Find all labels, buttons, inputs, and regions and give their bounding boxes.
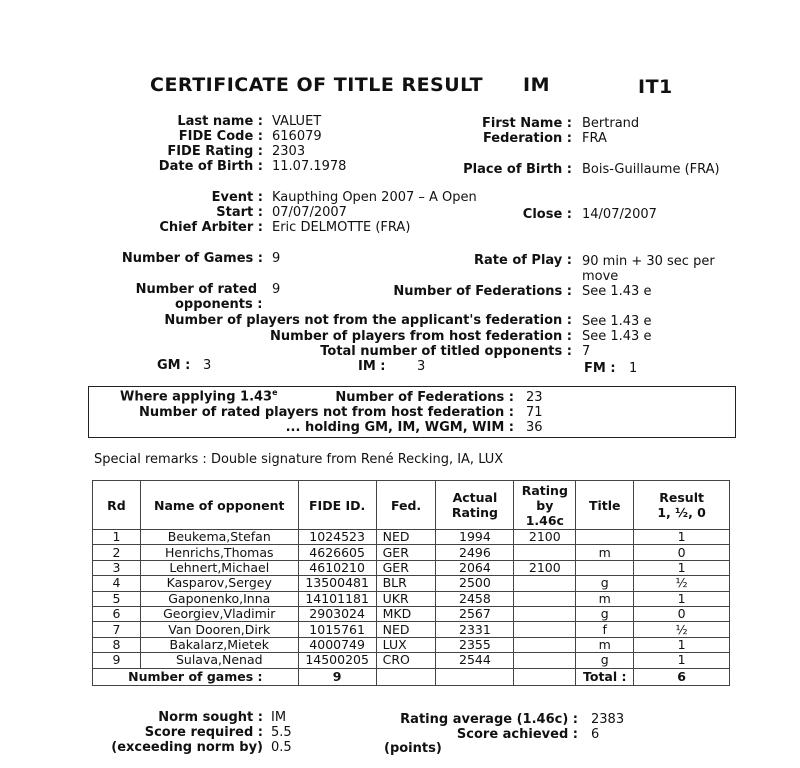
- cell-name: Lehnert,Michael: [140, 560, 298, 575]
- certificate-title: CERTIFICATE OF TITLE RESULT: [150, 74, 484, 96]
- title-type: IM: [523, 74, 550, 96]
- fide-rating-value: 2303: [272, 144, 306, 159]
- cell-name: Gaponenko,Inna: [140, 591, 298, 606]
- table-row: [93, 622, 730, 637]
- cell-rating-by: [514, 653, 576, 668]
- cell-fed: LUX: [376, 637, 436, 652]
- cell-fed: UKR: [376, 591, 436, 606]
- cell-rating-by: 2100: [514, 560, 576, 575]
- footer-empty-cell: [514, 668, 576, 685]
- table-row: [93, 530, 730, 545]
- not-from-app-label: Number of players not from the applicant's federation :: [164, 313, 572, 328]
- exceeding-value: 0.5: [271, 740, 292, 755]
- score-achieved-label: Score achieved :: [456, 727, 578, 742]
- first-name-label: First Name :: [482, 116, 572, 131]
- rating-average-value: 2383: [591, 712, 625, 727]
- cell-rating: 2064: [436, 560, 514, 575]
- from-host-label: Number of players from host federation :: [269, 329, 572, 344]
- exceeding-label: (exceeding norm by): [111, 740, 263, 755]
- num-fed-value: See 1.43 e: [582, 284, 652, 299]
- cell-rating-by: [514, 591, 576, 606]
- cell-rd: 4: [93, 576, 141, 591]
- header-rating-by: Rating by 1.46c: [514, 481, 576, 530]
- cell-rating: 2355: [436, 637, 514, 652]
- footer-games-label: Number of games :: [93, 668, 299, 685]
- table-row: [93, 545, 730, 560]
- cell-rating: 2331: [436, 622, 514, 637]
- box-feds-value: 23: [526, 390, 543, 405]
- cell-rd: 6: [93, 606, 141, 621]
- not-from-app-value: See 1.43 e: [582, 314, 652, 329]
- cell-result: 1: [634, 591, 730, 606]
- box-feds-label: Number of Federations :: [335, 390, 514, 405]
- cell-rating: 2500: [436, 576, 514, 591]
- cell-rd: 8: [93, 637, 141, 652]
- rated-opp-value: 9: [272, 282, 281, 297]
- cell-rd: 2: [93, 545, 141, 560]
- rate-value-line2: move: [582, 269, 619, 284]
- num-fed-label: Number of Federations :: [393, 284, 572, 299]
- rated-opp-label-1: Number of rated: [135, 282, 257, 297]
- cell-rd: 9: [93, 653, 141, 668]
- arbiter-value: Eric DELMOTTE (FRA): [272, 220, 411, 235]
- gm-label: GM :: [157, 358, 191, 373]
- cell-title: g: [576, 576, 634, 591]
- cell-rating-by: [514, 606, 576, 621]
- dob-label: Date of Birth :: [158, 159, 263, 174]
- header-result: Result 1, ½, 0: [634, 481, 730, 530]
- fide-code-label: FIDE Code :: [178, 129, 263, 144]
- cell-rating-by: [514, 545, 576, 560]
- cell-rating-by: [514, 622, 576, 637]
- cell-fed: GER: [376, 545, 436, 560]
- event-label: Event :: [211, 190, 263, 205]
- cell-result: 0: [634, 545, 730, 560]
- close-label: Close :: [522, 207, 572, 222]
- norm-sought-label: Norm sought :: [158, 710, 263, 725]
- pob-value: Bois-Guillaume (FRA): [582, 162, 720, 177]
- cell-rating-by: 2100: [514, 530, 576, 545]
- last-name-value: VALUET: [272, 114, 322, 129]
- score-required-value: 5.5: [271, 725, 292, 740]
- box-holding-value: 36: [526, 420, 543, 435]
- table-header-row: [93, 481, 730, 530]
- footer-games-value: 9: [298, 668, 376, 685]
- header-actual-rating: Actual Rating: [436, 481, 514, 530]
- titled-label: Total number of titled opponents :: [320, 344, 572, 359]
- where-applying-label: Where applying 1.43e: [120, 388, 278, 405]
- start-label: Start :: [216, 205, 263, 220]
- results-table: [92, 480, 730, 686]
- cell-fide-id: 4610210: [298, 560, 376, 575]
- cell-name: Van Dooren,Dirk: [140, 622, 298, 637]
- games-label: Number of Games :: [121, 251, 263, 266]
- footer-total-label: Total :: [576, 668, 634, 685]
- start-value: 07/07/2007: [272, 205, 347, 220]
- fm-value: 1: [629, 361, 638, 376]
- cell-result: 0: [634, 606, 730, 621]
- box-holding-label: ... holding GM, IM, WGM, WIM :: [285, 420, 514, 435]
- im-value: 3: [417, 359, 426, 374]
- cell-title: g: [576, 606, 634, 621]
- special-remarks: Special remarks : Double signature from René Recking, IA, LUX: [94, 452, 504, 467]
- table-row: [93, 653, 730, 668]
- cell-title: m: [576, 545, 634, 560]
- cell-name: Henrichs,Thomas: [140, 545, 298, 560]
- games-value: 9: [272, 251, 281, 266]
- cell-rd: 7: [93, 622, 141, 637]
- titled-value: 7: [582, 344, 591, 359]
- im-label: IM :: [358, 359, 386, 374]
- cell-title: m: [576, 591, 634, 606]
- cell-rd: 3: [93, 560, 141, 575]
- cell-fed: GER: [376, 560, 436, 575]
- rating-average-label: Rating average (1.46c) :: [400, 712, 578, 727]
- pob-label: Place of Birth :: [463, 162, 572, 177]
- table-row: [93, 591, 730, 606]
- rated-opp-label-2: opponents :: [175, 297, 263, 312]
- cell-fide-id: 4626605: [298, 545, 376, 560]
- cell-rating: 2567: [436, 606, 514, 621]
- cell-rd: 5: [93, 591, 141, 606]
- cell-rating: 2458: [436, 591, 514, 606]
- cell-result: ½: [634, 622, 730, 637]
- rate-label: Rate of Play :: [473, 253, 572, 268]
- cell-result: 1: [634, 653, 730, 668]
- table-row: [93, 637, 730, 652]
- fm-label: FM :: [584, 361, 616, 376]
- header-fed: Fed.: [376, 481, 436, 530]
- cell-fide-id: 4000749: [298, 637, 376, 652]
- cell-rating-by: [514, 637, 576, 652]
- dob-value: 11.07.1978: [272, 159, 347, 174]
- cell-fed: NED: [376, 530, 436, 545]
- cell-rating: 1994: [436, 530, 514, 545]
- cell-fide-id: 13500481: [298, 576, 376, 591]
- footer-empty-cell: [376, 668, 436, 685]
- cell-fide-id: 1015761: [298, 622, 376, 637]
- footer-total-value: 6: [634, 668, 730, 685]
- table-row: [93, 606, 730, 621]
- norm-sought-value: IM: [271, 710, 287, 725]
- cell-name: Kasparov,Sergey: [140, 576, 298, 591]
- federation-value: FRA: [582, 131, 607, 146]
- table-row: [93, 560, 730, 575]
- score-achieved-value: 6: [591, 727, 600, 742]
- first-name-value: Bertrand: [582, 116, 640, 131]
- cell-title: [576, 560, 634, 575]
- header-fide-id: FIDE ID.: [298, 481, 376, 530]
- cell-title: g: [576, 653, 634, 668]
- cell-title: f: [576, 622, 634, 637]
- header-name: Name of opponent: [140, 481, 298, 530]
- rate-value-line1: 90 min + 30 sec per: [582, 254, 715, 269]
- footer-empty-cell: [436, 668, 514, 685]
- event-value: Kaupthing Open 2007 – A Open: [272, 190, 477, 205]
- federation-label: Federation :: [482, 131, 572, 146]
- last-name-label: Last name :: [177, 114, 263, 129]
- arbiter-label: Chief Arbiter :: [159, 220, 263, 235]
- cell-name: Beukema,Stefan: [140, 530, 298, 545]
- cell-fed: CRO: [376, 653, 436, 668]
- cell-title: m: [576, 637, 634, 652]
- cell-fide-id: 1024523: [298, 530, 376, 545]
- cell-fide-id: 14101181: [298, 591, 376, 606]
- cell-result: 1: [634, 560, 730, 575]
- cell-rating: 2544: [436, 653, 514, 668]
- cell-title: [576, 530, 634, 545]
- box-rated-not-host-value: 71: [526, 405, 543, 420]
- cell-fed: NED: [376, 622, 436, 637]
- cell-rd: 1: [93, 530, 141, 545]
- header-rd: Rd: [93, 481, 141, 530]
- table-footer-row: [93, 668, 730, 685]
- cell-result: 1: [634, 530, 730, 545]
- cell-fed: BLR: [376, 576, 436, 591]
- cell-fed: MKD: [376, 606, 436, 621]
- cell-rating: 2496: [436, 545, 514, 560]
- box-rated-not-host-label: Number of rated players not from host federation :: [138, 405, 514, 420]
- fide-rating-label: FIDE Rating :: [167, 144, 263, 159]
- cell-fide-id: 14500205: [298, 653, 376, 668]
- cell-name: Georgiev,Vladimir: [140, 606, 298, 621]
- from-host-value: See 1.43 e: [582, 329, 652, 344]
- cell-result: 1: [634, 637, 730, 652]
- score-required-label: Score required :: [144, 725, 263, 740]
- cell-rating-by: [514, 576, 576, 591]
- cell-name: Sulava,Nenad: [140, 653, 298, 668]
- close-value: 14/07/2007: [582, 207, 657, 222]
- fide-code-value: 616079: [272, 129, 322, 144]
- table-row: [93, 576, 730, 591]
- gm-value: 3: [203, 358, 212, 373]
- points-label: (points): [384, 741, 442, 756]
- certificate-code: IT1: [638, 76, 673, 98]
- header-title: Title: [576, 481, 634, 530]
- cell-result: ½: [634, 576, 730, 591]
- cell-name: Bakalarz,Mietek: [140, 637, 298, 652]
- cell-fide-id: 2903024: [298, 606, 376, 621]
